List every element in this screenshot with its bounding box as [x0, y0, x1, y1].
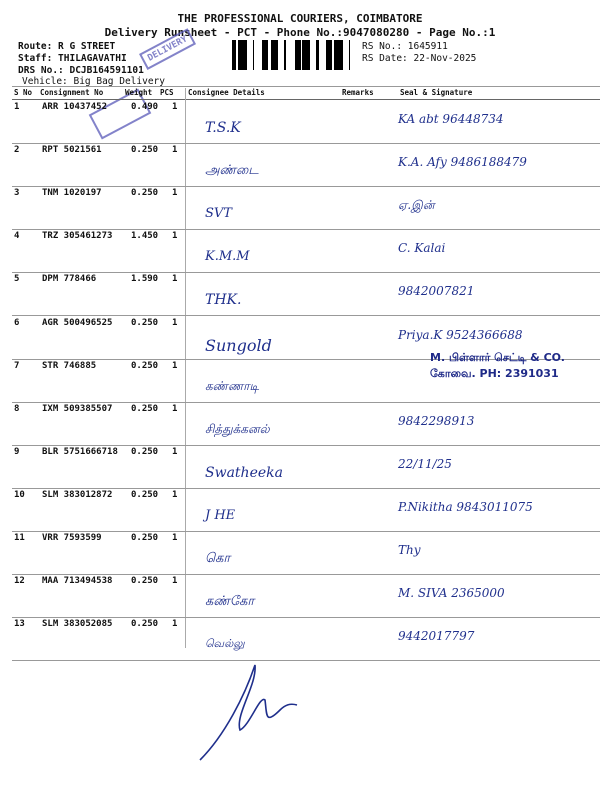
- vehicle-label: Vehicle: Big Bag Delivery: [22, 76, 165, 87]
- staff-label: Staff: THILAGAVATHI: [18, 53, 127, 64]
- row-weight: 0.490: [131, 102, 159, 112]
- row-consignee-handwritten: கொ: [205, 551, 231, 566]
- row-signature: 22/11/25: [398, 457, 452, 471]
- row-sno: 10: [14, 490, 25, 500]
- row-sno: 5: [14, 274, 20, 284]
- row-signature: ஏ.இன்: [398, 198, 435, 212]
- staff-signature-scribble: [195, 655, 305, 765]
- rs-date: RS Date: 22-Nov-2025: [362, 53, 477, 64]
- row-pcs: 1: [172, 490, 178, 500]
- row-signature: K.A. Afy 9486188479: [398, 155, 527, 169]
- route-label: Route: R G STREET: [18, 41, 116, 52]
- row-pcs: 1: [172, 145, 178, 155]
- row-consignment-no: BLR 5751666718: [42, 447, 118, 457]
- row-sno: 1: [14, 102, 20, 112]
- row-weight: 0.250: [131, 619, 159, 629]
- row-consignment-no: SLM 383012872: [42, 490, 113, 500]
- shop-stamp-line1: M. பிள்ளார் செட்டி & CO.: [430, 351, 565, 364]
- col-consignment: Consignment No: [40, 88, 104, 97]
- row-sno: 7: [14, 361, 20, 371]
- row-consignment-no: TNM 1020197: [42, 188, 102, 198]
- row-weight: 0.250: [131, 490, 159, 500]
- row-consignee-handwritten: SVT: [205, 206, 232, 221]
- row-consignee-handwritten: அண்டை: [205, 163, 259, 178]
- row-consignee-handwritten: Swatheeka: [205, 465, 283, 481]
- row-signature: 9442017797: [398, 629, 475, 643]
- row-pcs: 1: [172, 188, 178, 198]
- row-consignment-no: DPM 778466: [42, 274, 97, 284]
- row-consignment-no: IXM 509385507: [42, 404, 113, 414]
- col-weight: Weight: [125, 88, 153, 97]
- row-weight: 0.250: [131, 404, 159, 414]
- row-consignee-handwritten: சித்துக்கனல்: [205, 422, 270, 436]
- row-signature: Priya.K 9524366688: [398, 328, 523, 342]
- row-pcs: 1: [172, 533, 178, 543]
- runsheet-subtitle: Delivery Runsheet - PCT - Phone No.:9047080280 - Page No.:1: [104, 26, 496, 39]
- row-sno: 12: [14, 576, 25, 586]
- row-divider: [12, 143, 600, 144]
- row-consignment-no: SLM 383052085: [42, 619, 113, 629]
- delivery-stamp: DELIVERY: [139, 28, 196, 70]
- consignee-divider: [185, 88, 186, 648]
- row-weight: 0.250: [131, 318, 159, 328]
- rs-number: RS No.: 1645911: [362, 41, 448, 52]
- row-divider: [12, 402, 600, 403]
- row-consignee-handwritten: K.M.M: [205, 249, 250, 264]
- row-consignment-no: RPT 5021561: [42, 145, 102, 155]
- row-consignee-handwritten: கண்ணாடி: [205, 379, 260, 393]
- col-pcs: PCS: [160, 88, 174, 97]
- col-remarks: Remarks: [342, 88, 374, 97]
- col-signature: Seal & Signature: [400, 88, 473, 97]
- row-weight: 0.250: [131, 576, 159, 586]
- row-consignee-handwritten: கண்கோ: [205, 594, 255, 609]
- row-sno: 11: [14, 533, 25, 543]
- row-consignment-no: MAA 713494538: [42, 576, 113, 586]
- row-consignee-handwritten: வெல்லு: [205, 637, 245, 650]
- row-signature: P.Nikitha 9843011075: [398, 500, 533, 514]
- company-title: THE PROFESSIONAL COURIERS, COIMBATORE: [177, 12, 423, 25]
- table-header-rule: [12, 99, 600, 100]
- row-divider: [12, 186, 600, 187]
- row-pcs: 1: [172, 361, 178, 371]
- row-pcs: 1: [172, 576, 178, 586]
- row-sno: 13: [14, 619, 25, 629]
- row-divider: [12, 617, 600, 618]
- drs-number: DRS No.: DCJB164591101: [18, 65, 144, 76]
- barcode: [232, 40, 358, 70]
- row-signature: C. Kalai: [398, 241, 446, 255]
- row-pcs: 1: [172, 619, 178, 629]
- row-divider: [12, 315, 600, 316]
- shop-stamp-line2: கோவை. PH: 2391031: [430, 367, 559, 380]
- row-signature: KA abt 96448734: [398, 112, 504, 126]
- row-pcs: 1: [172, 404, 178, 414]
- row-signature: Thy: [398, 543, 421, 557]
- row-sno: 6: [14, 318, 20, 328]
- row-consignee-handwritten: J HE: [205, 508, 236, 523]
- row-divider: [12, 445, 600, 446]
- row-signature: M. SIVA 2365000: [398, 586, 505, 600]
- col-sno: S No: [14, 88, 33, 97]
- row-pcs: 1: [172, 447, 178, 457]
- row-divider: [12, 574, 600, 575]
- row-consignment-no: ARR 10437452: [42, 102, 108, 112]
- row-consignment-no: AGR 500496525: [42, 318, 113, 328]
- row-weight: 0.250: [131, 533, 159, 543]
- row-weight: 1.590: [131, 274, 159, 284]
- row-divider: [12, 660, 600, 661]
- row-pcs: 1: [172, 318, 178, 328]
- row-consignment-no: VRR 7593599: [42, 533, 102, 543]
- row-sno: 4: [14, 231, 20, 241]
- shop-stamp: [430, 350, 565, 382]
- row-weight: 1.450: [131, 231, 159, 241]
- row-weight: 0.250: [131, 447, 159, 457]
- row-signature: 9842007821: [398, 284, 475, 298]
- row-divider: [12, 272, 600, 273]
- row-divider: [12, 488, 600, 489]
- row-divider: [12, 531, 600, 532]
- row-consignee-handwritten: T.S.K: [205, 120, 241, 136]
- row-consignment-no: STR 746885: [42, 361, 97, 371]
- row-weight: 0.250: [131, 188, 159, 198]
- row-consignee-handwritten: Sungold: [205, 336, 272, 355]
- row-pcs: 1: [172, 231, 178, 241]
- row-weight: 0.250: [131, 361, 159, 371]
- row-consignee-handwritten: THK.: [205, 292, 242, 308]
- row-sno: 3: [14, 188, 20, 198]
- row-sno: 2: [14, 145, 20, 155]
- row-pcs: 1: [172, 274, 178, 284]
- row-weight: 0.250: [131, 145, 159, 155]
- row-sno: 9: [14, 447, 20, 457]
- row-signature: 9842298913: [398, 414, 475, 428]
- row-divider: [12, 229, 600, 230]
- row-consignment-no: TRZ 305461273: [42, 231, 113, 241]
- row-pcs: 1: [172, 102, 178, 112]
- row-sno: 8: [14, 404, 20, 414]
- table-top-rule: [12, 86, 600, 87]
- col-consignee: Consignee Details: [188, 88, 265, 97]
